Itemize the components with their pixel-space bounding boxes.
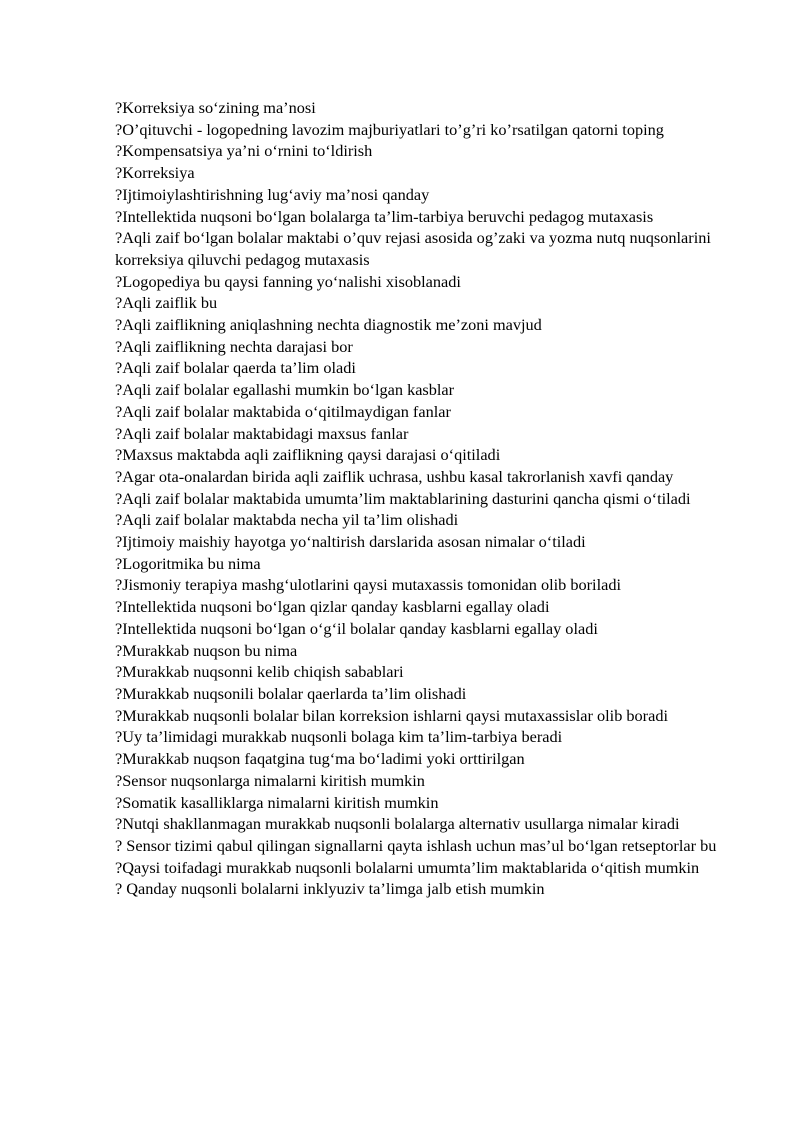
question-line: ?Korreksiya [115,163,195,183]
question-line: ?Somatik kasalliklarga nimalarni kiritish mumkin [115,792,439,812]
question-line: ?Murakkab nuqsonili bolalar qaerlarda ta’lim olishadi [115,683,467,703]
question-line: ?Qaysi toifadagi murakkab nuqsonli bolalarni umumta’lim maktablarida o‘qitish mumkin [115,857,700,877]
question-line: ?Aqli zaif bolalar maktabida umumta’lim maktablarining dasturini qancha qismi o‘tiladi [115,488,691,508]
question-line: ?Sensor nuqsonlarga nimalarni kiritish mumkin [115,770,425,790]
question-line: ?O’qituvchi - logopedning lavozim majburiyatlari to’g’ri ko’rsatilgan qatorni toping [115,119,664,139]
question-line: ?Jismoniy terapiya mashg‘ulotlarini qaysi mutaxassis tomonidan olib boriladi [115,575,621,595]
question-line: ?Uy ta’limidagi murakkab nuqsonli bolaga kim ta’lim-tarbiya beradi [115,727,563,747]
question-line: ?Ijtimoiylashtirishning lug‘aviy ma’nosi qanday [115,184,430,204]
question-line: ?Aqli zaif bolalar maktabidagi maxsus fanlar [115,423,409,443]
question-line: ?Ijtimoiy maishiy hayotga yo‘naltirish darslarida asosan nimalar o‘tiladi [115,532,586,552]
question-line: ? Qanday nuqsonli bolalarni inklyuziv ta’limga jalb etish mumkin [115,879,545,899]
question-list [115,97,741,900]
question-line: ?Aqli zaiflikning aniqlashning nechta diagnostik me’zoni mavjud [115,315,542,335]
question-line: ?Nutqi shakllanmagan murakkab nuqsonli bolalarga alternativ usullarga nimalar kiradi [115,814,680,834]
question-line: ?Aqli zaiflikning nechta darajasi bor [115,336,353,356]
question-line: ?Aqli zaif bo‘lgan bolalar maktabi o’quv rejasi asosida og’zaki va yozma nutq nuqsonlarini korreksiya qiluvchi pedagog mutaxasis [115,228,711,269]
question-line: ?Murakkab nuqson faqatgina tug‘ma bo‘ladimi yoki orttirilgan [115,749,525,769]
question-line: ?Logopediya bu qaysi fanning yo‘nalishi xisoblanadi [115,271,461,291]
question-line: ? Sensor tizimi qabul qilingan signallarni qayta ishlash uchun mas’ul bo‘lgan retseptorlar bu [115,835,717,855]
question-line: ?Korreksiya so‘zining ma’nosi [115,98,316,117]
question-line: ?Aqli zaif bolalar egallashi mumkin bo‘lgan kasblar [115,380,455,400]
question-line: ?Murakkab nuqson bu nima [115,640,298,660]
question-line: ?Murakkab nuqsonni kelib chiqish sabablari [115,662,404,682]
question-line: ?Aqli zaiflik bu [115,293,218,313]
question-line: ?Kompensatsiya ya’ni o‘rnini to‘ldirish [115,141,373,161]
question-line: ?Logoritmika bu nima [115,553,261,573]
question-line: ?Intellektida nuqsoni bo‘lgan bolalarga ta’lim-tarbiya beruvchi pedagog mutaxasis [115,206,654,226]
question-line: ?Intellektida nuqsoni bo‘lgan qizlar qanday kasblarni egallay oladi [115,597,550,617]
question-line: ?Maxsus maktabda aqli zaiflikning qaysi darajasi o‘qitiladi [115,445,501,465]
question-line: ?Murakkab nuqsonli bolalar bilan korreksion ishlarni qaysi mutaxassislar olib boradi [115,705,668,725]
question-line: ?Intellektida nuqsoni bo‘lgan o‘g‘il bolalar qanday kasblarni egallay oladi [115,618,598,638]
question-line: ?Agar ota-onalardan birida aqli zaiflik uchrasa, ushbu kasal takrorlanish xavfi qanday [115,466,674,486]
question-line: ?Aqli zaif bolalar qaerda ta’lim oladi [115,358,356,378]
question-line: ?Aqli zaif bolalar maktabda necha yil ta’lim olishadi [115,510,459,530]
question-line: ?Aqli zaif bolalar maktabida o‘qitilmaydigan fanlar [115,401,451,421]
